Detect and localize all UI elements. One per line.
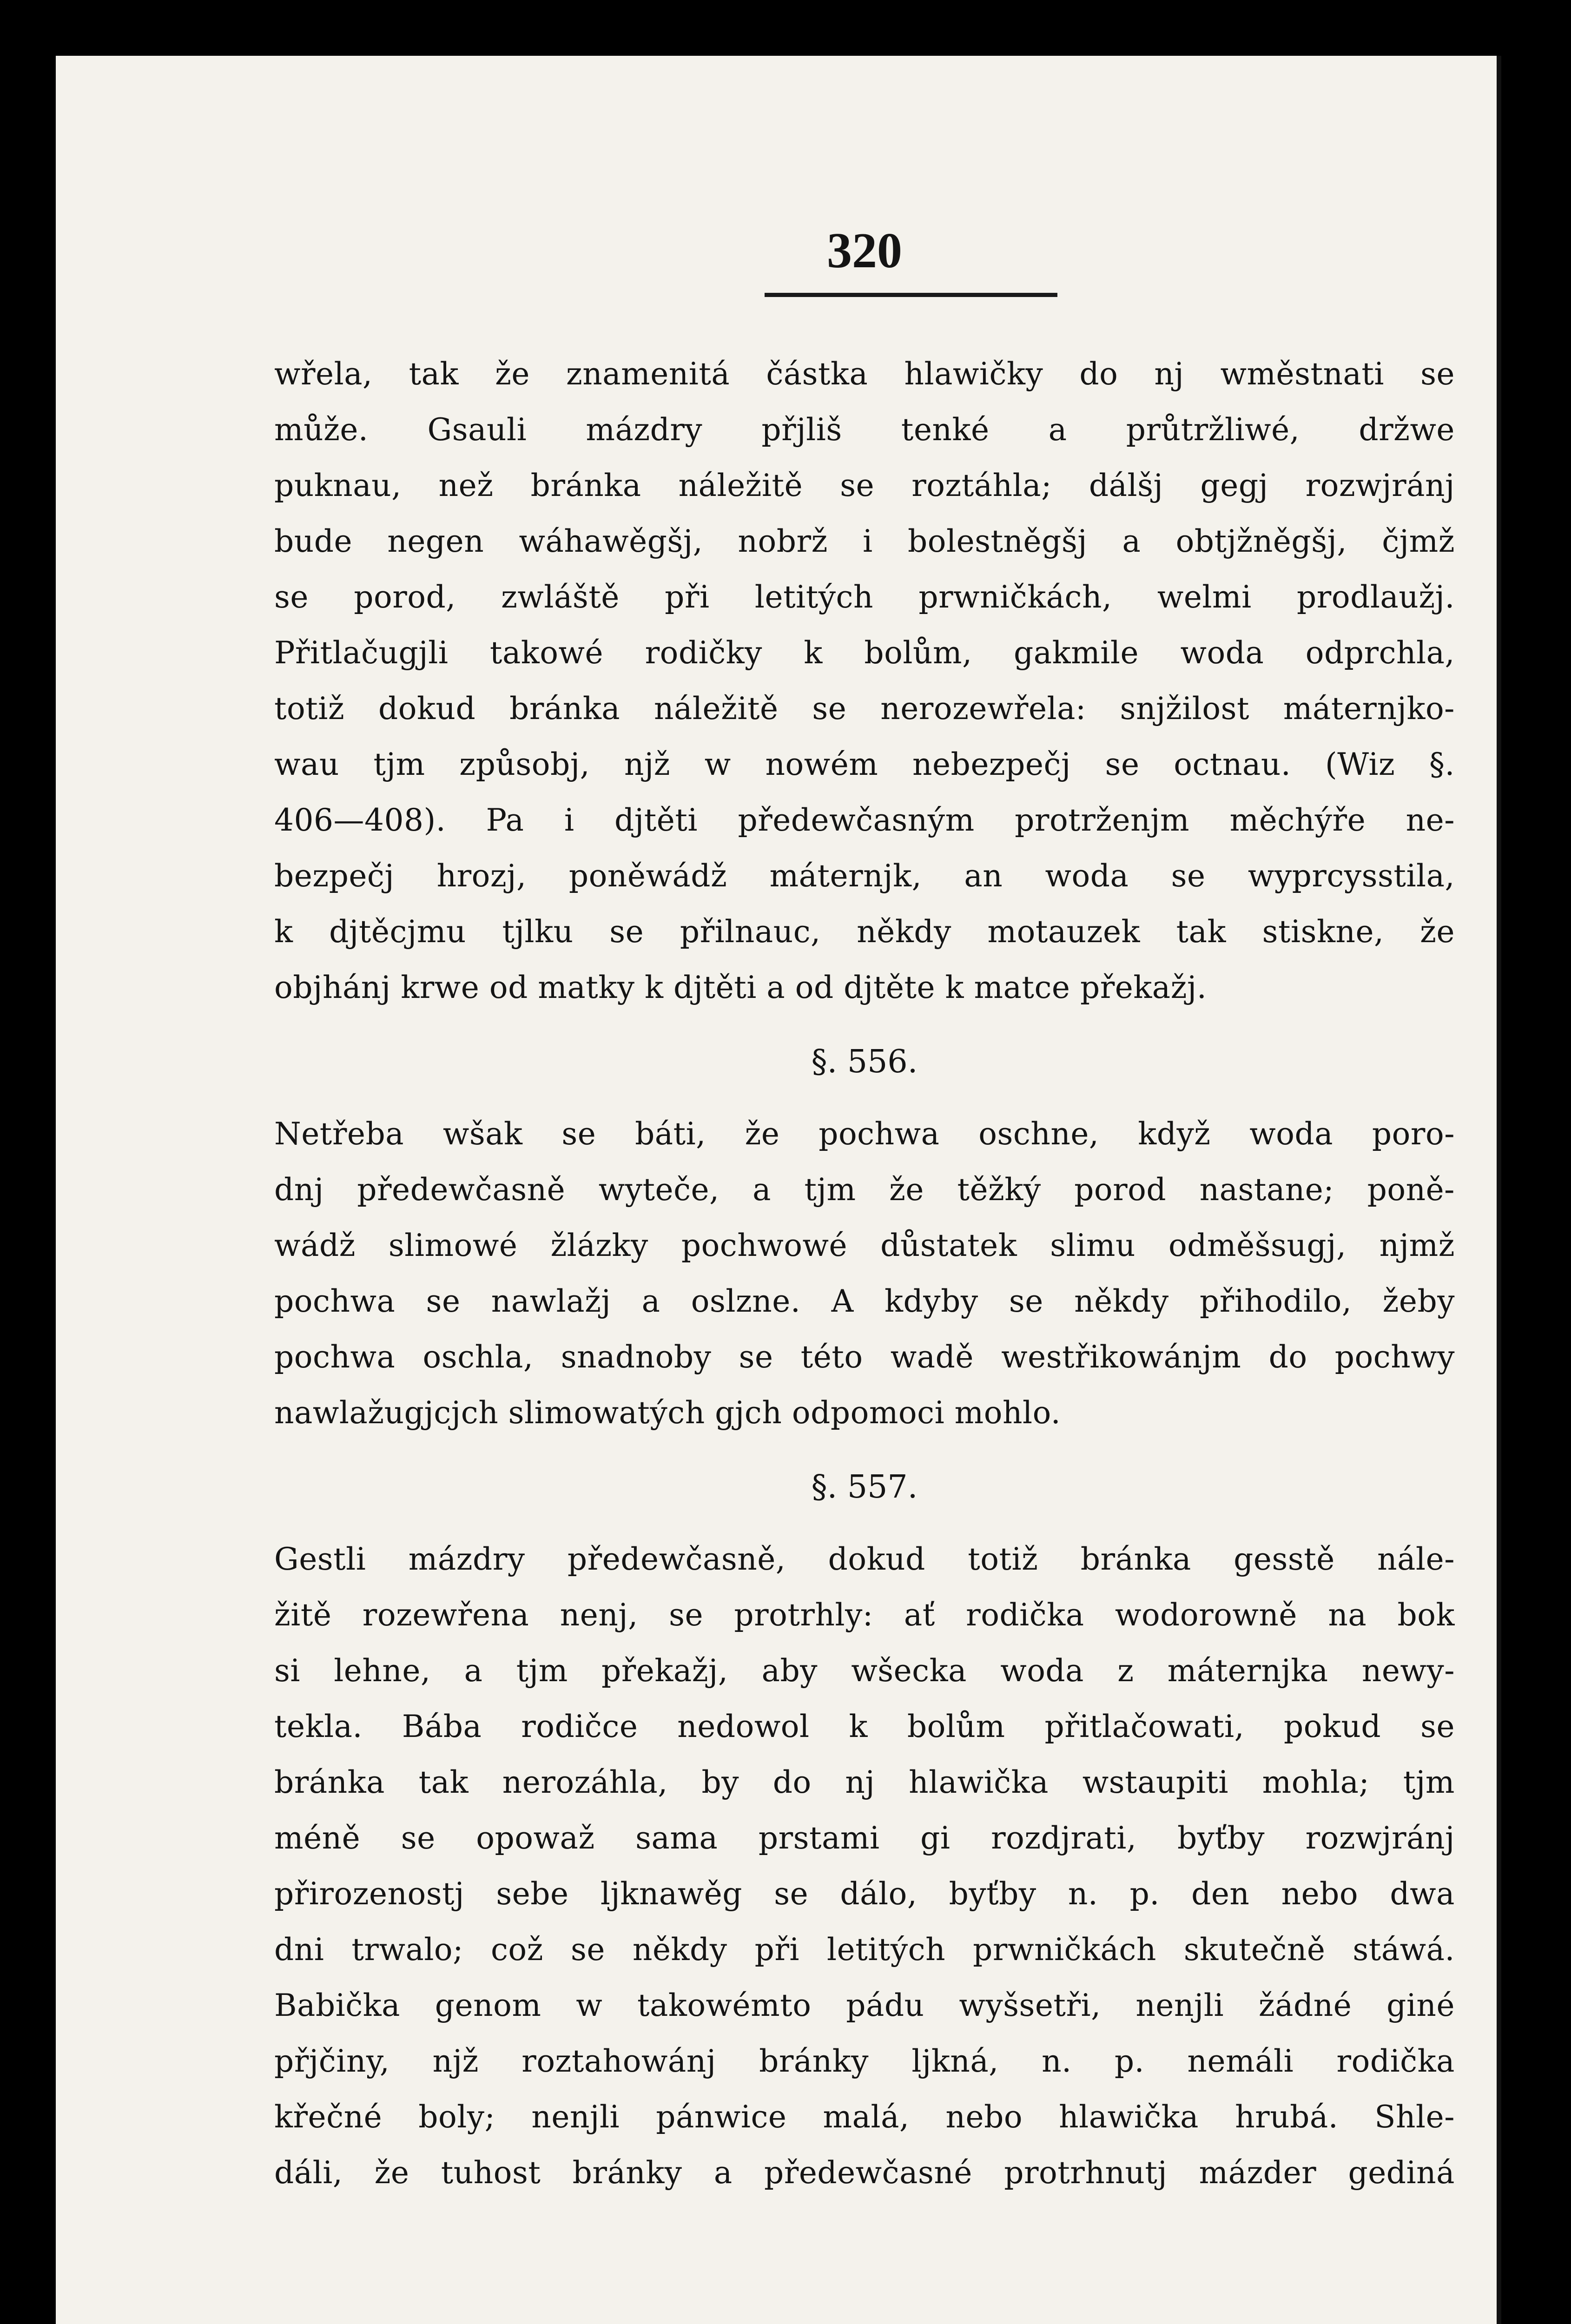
- text-line: k djtěcjmu tjlku se přilnauc, někdy motauzek tak stiskne, že: [274, 914, 1455, 950]
- text-line: přirozenostj sebe ljknawěg se dálo, byťby n. p. den nebo dwa: [274, 1876, 1455, 1912]
- text-line: přjčiny, njž roztahowánj bránky ljkná, n. p. nemáli rodička: [274, 2043, 1455, 2079]
- text-line: pochwa se nawlažj a oslzne. A kdyby se někdy přihodilo, žeby: [274, 1283, 1455, 1319]
- section-heading-557: §. 557.: [811, 1469, 918, 1505]
- text-line: si lehne, a tjm překažj, aby wšecka woda z máternjka newy-: [274, 1653, 1455, 1689]
- page-number: 320: [827, 223, 902, 278]
- text-line: se porod, zwláště při letitých prwničkách, welmi prodlaužj.: [274, 579, 1455, 615]
- text-line: bránka tak nerozáhla, by do nj hlawička wstaupiti mohla; tjm: [274, 1764, 1455, 1800]
- text-line: dni trwalo; což se někdy při letitých prwničkách skutečně stáwá.: [274, 1932, 1455, 1967]
- text-line: totiž dokud bránka náležitě se nerozewřela: snjžilost máternjko-: [274, 691, 1455, 726]
- text-line: Babička genom w takowémto pádu wyšsetři, nenjli žádné giné: [274, 1987, 1455, 2023]
- text-line: tekla. Bába rodičce nedowol k bolům přitlačowati, pokud se: [274, 1709, 1455, 1744]
- text-line: 406—408). Pa i djtěti předewčasným protrženjm měchýře ne-: [274, 802, 1455, 838]
- text-line: může. Gsauli mázdry přjliš tenké a průtržliwé, držwe: [274, 412, 1455, 448]
- text-line: objhánj krwe od matky k djtěti a od djtěte k matce překažj.: [274, 970, 1207, 1005]
- text-line: bezpečj hrozj, poněwádž máternjk, an woda se wyprcysstila,: [274, 858, 1455, 894]
- text-line: pochwa oschla, snadnoby se této wadě westřikowánjm do pochwy: [274, 1339, 1455, 1375]
- text-line: žitě rozewřena nenj, se protrhly: ať rodička wodorowně na bok: [274, 1597, 1455, 1633]
- text-line: wádž slimowé žlázky pochwowé důstatek slimu odměšsugj, njmž: [274, 1228, 1455, 1263]
- text-line: nawlažugjcjch slimowatých gjch odpomoci mohlo.: [274, 1395, 1061, 1431]
- text-line: Gestli mázdry předewčasně, dokud totiž bránka gesstě nále-: [274, 1541, 1455, 1577]
- text-line: puknau, než bránka náležitě se roztáhla; dálšj gegj rozwjránj: [274, 468, 1455, 503]
- text-line: wřela, tak že znamenitá částka hlawičky do nj wměstnati se: [274, 356, 1455, 392]
- body-text: [274, 346, 1455, 2201]
- text-line: bude negen wáhawěgšj, nobrž i bolestněgšj a obtjžněgšj, čjmž: [274, 523, 1455, 559]
- header-rule: [765, 293, 1057, 297]
- text-line: dnj předewčasně wyteče, a tjm že těžký porod nastane; poně-: [274, 1172, 1455, 1208]
- text-line: Netřeba wšak se báti, že pochwa oschne, když woda poro-: [274, 1116, 1455, 1152]
- text-line: méně se opowaž sama prstami gi rozdjrati, byťby rozwjránj: [274, 1820, 1455, 1856]
- text-line: Přitlačugjli takowé rodičky k bolům, gakmile woda odprchla,: [274, 635, 1455, 671]
- section-heading-556: §. 556.: [811, 1043, 918, 1080]
- text-line: wau tjm způsobj, njž w nowém nebezpečj se octnau. (Wiz §.: [274, 746, 1455, 782]
- book-page: [56, 56, 1501, 2324]
- text-line: dáli, že tuhost bránky a předewčasné protrhnutj mázder gediná: [274, 2155, 1455, 2191]
- text-line: křečné boly; nenjli pánwice malá, nebo hlawička hrubá. Shle-: [274, 2099, 1455, 2135]
